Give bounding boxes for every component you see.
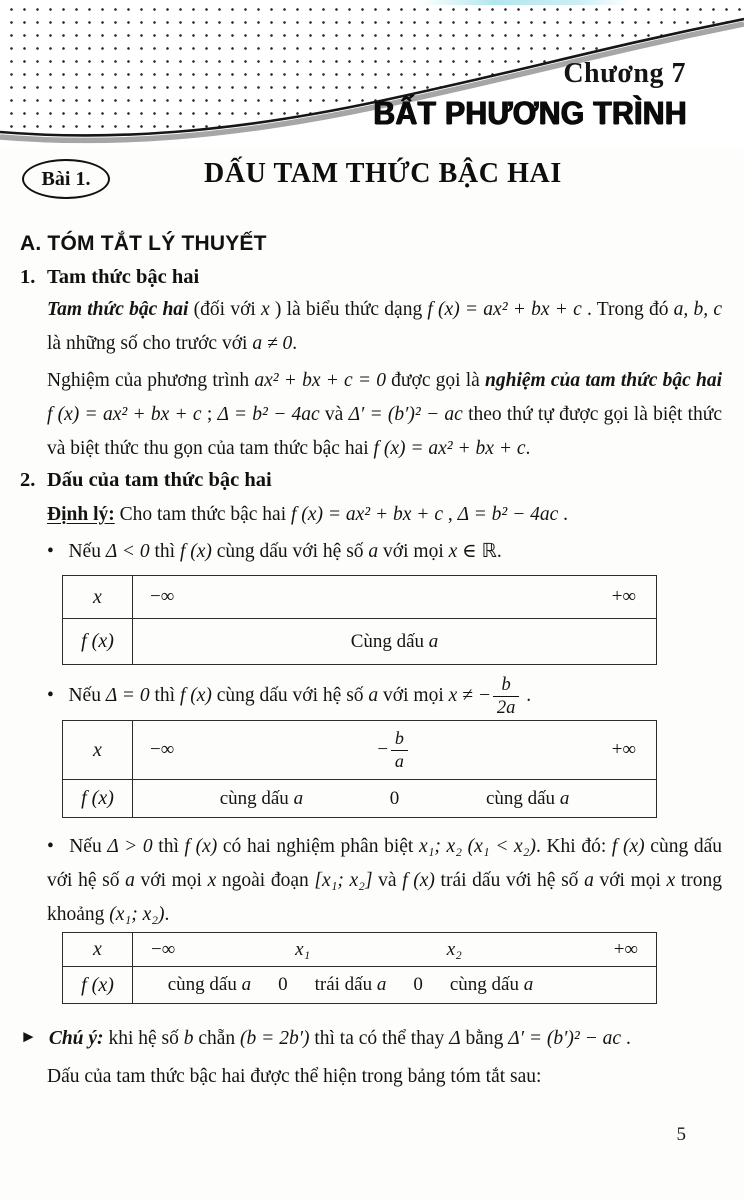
- lesson-title-row: [20, 158, 722, 202]
- chapter-number-label: Chương 7: [563, 58, 686, 89]
- table2-neg-infinity: −∞: [150, 739, 175, 760]
- table3-neg-infinity: −∞: [151, 938, 176, 960]
- table1-sign-cell: Cùng dấu a: [133, 619, 657, 665]
- table1-fx-header: f (x): [63, 619, 133, 665]
- section-a-heading: A. TÓM TẮT LÝ THUYẾT: [20, 232, 267, 255]
- table1-x-header: x: [63, 576, 133, 619]
- chapter-title: BẤT PHƯƠNG TRÌNH: [373, 96, 687, 132]
- table3-sign-2: trái dấu a: [314, 974, 387, 995]
- table3-root-x2: x₂: [446, 938, 462, 960]
- table2-x-header: x: [63, 721, 133, 780]
- table3-x-header: x: [63, 933, 133, 967]
- table3-fx-header: f (x): [63, 967, 133, 1004]
- table2-zero: 0: [389, 787, 400, 809]
- table3-sign-3: cùng dấu a: [449, 974, 534, 995]
- theorem-statement: Định lý: Cho tam thức bậc hai f (x) = ax² + bx + c , Δ = b² − 4ac .: [47, 504, 569, 525]
- table3-pos-infinity: +∞: [613, 938, 638, 960]
- sign-table-delta-positive: [62, 932, 657, 1004]
- item-2-number: 2.: [20, 469, 36, 491]
- table2-fx-header: f (x): [63, 780, 133, 818]
- table3-zero-1: 0: [278, 974, 288, 995]
- paragraph-definition: Tam thức bậc hai (đối với x ) là biểu thức dạng f (x) = ax² + bx + c . Trong đó a, b, c là những số cho trước với a ≠ 0.: [47, 299, 723, 354]
- lesson-title: DẤU TAM THỨC BẬC HAI: [204, 158, 562, 189]
- bullet-delta-positive: • Nếu Δ > 0 thì f (x) có hai nghiệm phân biệt x₁; x₂ (x₁ < x₂). Khi đó: f (x) cùng dấu với hệ số a với mọi x ngoài đoạn [x₁; x₂] và f (x) trái dấu với hệ số a với mọi x trong khoảng (x₁; x₂).: [47, 836, 722, 925]
- note-line-2: Dấu của tam thức bậc hai được thể hiện trong bảng tóm tắt sau:: [47, 1066, 542, 1087]
- sign-table-delta-negative: [62, 575, 657, 665]
- scan-artifact-cyan-strip: [420, 0, 630, 5]
- chapter-header: [0, 0, 744, 148]
- item-1-title: Tam thức bậc hai: [47, 266, 200, 288]
- bullet-delta-zero: • Nếu Δ = 0 thì f (x) cùng dấu với hệ số a với mọi x ≠ − $\frac{b}{2a}$ .: [47, 674, 532, 718]
- page-number: 5: [676, 1124, 686, 1145]
- table1-neg-infinity: −∞: [150, 586, 175, 607]
- item-1-number: 1.: [20, 266, 36, 288]
- lesson-badge: Bài 1.: [22, 159, 110, 199]
- table2-root-value: − $\frac{b}{a}$: [376, 729, 410, 771]
- table3-sign-1: cùng dấu a: [167, 974, 252, 995]
- table2-pos-infinity: +∞: [611, 739, 636, 760]
- table1-pos-infinity: +∞: [611, 586, 636, 607]
- item-2-heading: [20, 468, 722, 493]
- page-content: [0, 232, 744, 1146]
- table3-zero-2: 0: [413, 974, 423, 995]
- sign-table-delta-zero: [62, 720, 657, 818]
- item-2-title: Dấu của tam thức bậc hai: [47, 469, 272, 491]
- table2-sign-right: cùng dấu a: [485, 787, 570, 809]
- table2-sign-left: cùng dấu a: [219, 787, 304, 809]
- table3-root-x1: x₁: [295, 938, 311, 960]
- note-line-1: ► Chú ý: khi hệ số b chẵn (b = 2b′) thì ta có thể thay Δ bằng Δ′ = (b′)² − ac .: [20, 1027, 631, 1049]
- paragraph-roots-discriminant: Nghiệm của phương trình ax² + bx + c = 0 được gọi là nghiệm của tam thức bậc hai f (x) = ax² + bx + c ; Δ = b² − 4ac và Δ′ = (b′)² − ac theo thứ tự được gọi là biệt thức và biệt thức thu gọn của tam thức bậc hai f (x) = ax² + bx + c.: [47, 370, 722, 459]
- item-1-heading: [20, 265, 722, 290]
- bullet-delta-negative: • Nếu Δ < 0 thì f (x) cùng dấu với hệ số a với mọi x ∈ ℝ.: [47, 541, 502, 562]
